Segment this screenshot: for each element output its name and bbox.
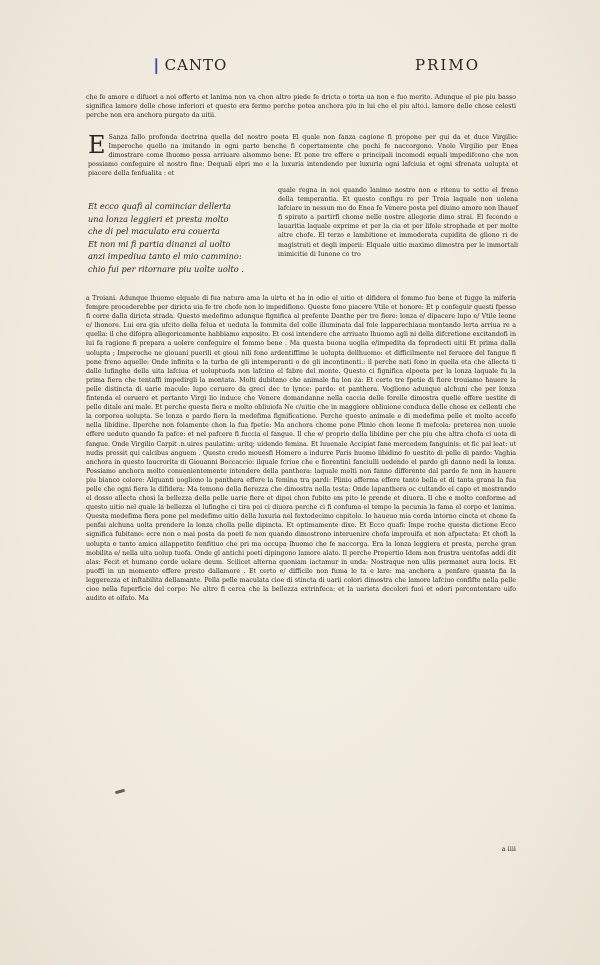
canto-heading [150,56,227,74]
verse-line: che di pel maculato era couerta [88,226,220,237]
drop-cap-E-icon: E [88,131,106,159]
verse-line: anzi impediua tanto el mio cammino: [88,251,242,262]
verse-block [88,200,270,276]
verse-line: Et ecco quafi al cominciar dellerta [88,201,232,211]
intro-commentary: che fe amore e difuori a noi offerto et lanima non va chon altro piede fe dricta o torta ua non e fuo merito. Adunque el pie piu basso significa lamore delle chose inferiori et questo era fermo perche potea anchora piu in lui che el piu alto.i. lamore delle chose celesti perche non era anchora purgato da uitii. [86,94,516,120]
verse-line: chio fui per ritornare piu uolte uolto . [88,263,244,274]
ink-blot [115,789,125,794]
canto-label: CANTO [164,56,228,74]
commentary-right-column: quale regna in noi quando lanimo nostro non e ritenu to sotto el freno della temperantia. Et questo configu ro per Troia laquale non uolena lafciare in nessun mo do Enea fe Venere posta pel diuino amore non lhauef fi spirato a partirfi chome nelle nostre allegorie dimo strai. El fecondo e lauaritia laquale exprime et per la cia et per lifole strophade et per molte altre chofe. El terzo e lambitione et immoderata cupidita de gliono ri de magistrati et degli imperii: Elquale uitio maximo dimostra per le immortali inimicitie di Iunone co tro [278,187,518,258]
page-header [150,56,480,80]
commentary-paragraph-1 [88,133,518,178]
commentary-body: a Troiani. Adunque lhuomo elquale di fua natura ama la uirtu et ha in odio el uitio et difidera el fommo fuo bene et fugge la miferia fempre procederebbe per diricta uia fe tre chofe non lo impedifiono. Queste fono piacere Vtile et honore: Et p confeguir questi fpesso fi corre dalla diricta strada. Questo medefimo adunque fignifica al prefente Danthe per tre fiere: lonza e/ dipacere lupo e/ Vtile leone e/ lhonore. Lui era gia ufcito della felua et ueduta la fommita del colle illuminata dal fole lapparechiaua montando lerta arriua re a quella: il che difopra allegoricamente habbiamo exposito. Et cosi intendere che arriuato lhuomo agli ni della difcretione excitandofi in lui fa ragione fi prepara a uolere confeguire el fommo bene . Ma questa buona uoglia e/impedita da fopradecti uitii Et prima dalla uolupta ; Imperoche ne giouani puerili et gioui nili fono ardentiffime le uolupta dellhuomo: et difficilmente nel feruore del fangue fi pone freno aquelle: Onde infinita e la turba de gli intemperanti o de gli incontinenti.: il perche nati fono in quella eta che allecta ti dalle lufinghe della uita lafciua et uoluptuofa non lafcino el fabre del monte. Questo ci fignifica elpoeta per la lonza laquale fu la prima fiera che tentaffi impedirgli la montata. Molti dubitano che animale fia lon za: Et certo tre fpetie di fiere trouiamo hauere la pelle distincta di uarie macule: lupo ceruero da greci dec to lynce: pardo: et panthera. Vogliono adunque alchuni che per lonza fintenda el ceruero et pertanto Virgi lio induce che Venere domandanne nella caccia delle forelle dimostra quelle effere uestite di pelle ditale ani male. Et perche questa fiera e molto obliuiofa Ne c/uitio che in maggiore obliuione conduca delle chose ex cellenti che la corporea uolupta. Se lonza e pardo fiera la medefima fignificatione. Perche questo animale e di medefima pelle et molto accefo nella libidine. Ilperche non folamente chon la fua fpetie: Ma anchora chome pone Plinio chon leone fi mefcola: preterea non uuole effere ueduto quando fa pafce: et nel pafcere fi fuccia el fangue. Il che e/ proprio della libidine per che piu che altra chofa ci uota di fangue. Onde Virgilio Carpit .n.uires paulatim: uritq; uidendo femina. Et luuenale Accipiat fane mercedem fanguinis: et fic pal leat: ut nudis pressit qui calcibus anguem . Questo credo mouesfi Homero a indurre Paris huomo libidino fo uestito di pelle di pardo: Vaghia anchora in questo laucrorita di Giouanni Boccaccio: ilquale fcriue che e fiorentini fanciulli uedendo el pardo gli danno nedi la lonza. Possiamo anchora molto conuenientemente intendere della panthera: laquale molti non fanno differente dal pardo fe non in hauere piu bianco colore: Alquanti uogliono la panthera effere la femina tra pardi: Plinio afferma effere tanto bella et di tanta grana la fua pelle che ogni fiera la difidera: Ma temono della fierezza che dimostra nella testa: Onde lapanthera oc cultando el capo et mostrando el dosso allecta chosi la bellezza della pelle uarie fiere et dipoi chon fubito em pito le prende et diuora. Il che e molto conforme ad questo uitio nel quale la bellezza el lufinghe ci tira poi ci diuora perche ci fi confuma el tempo la pecunia la fama el corpo et lanima. Questa medefima fiera pone pel medefimo uitio della luxuria nel fextodecimo capitolo. Io haueuo mia corda intorno cincta et chone fa penfai alchuna uolta prendere la lonza cholla pelle dipincta. Et optimamente dixe. Et Ecco quafi: Impe roche questa dictione Ecco significa fubitano: ecre non e mai posta da poeti fe non quando dimostrono interuenire chofa improuifa et non afpectata: Et chofi la uolupta e tanto amica allappetito fenfitiuo che pri ma occupa lhuomo che fe naccorga. Era la lonza leggiera et presta, perche gran mobilita e/ nella uita uolup tuofa. Onde gl antichi poeti dipingono lamore alato. Il perche Propertio Idem non frustra uentofas addi dit alas: Fecit et humano corde uolare deum. Scilicet alterna quoniam iactamur in unda: Nostraque non ullis permanet aura locis. Et puoffi in un momento effere presto dallamore . Et certo e/ difficile non fuma le ta e lare: ma anchora a penfare quanta fia la leggerezza et inftabilita dellamante. Pella pelle maculata cioe di stincta di uarii colori dimostra che lamore lafciuo confifte nella pelle cioe nella fuperficie del corpo: Ne altro fi cerca che la bellezza extrinfeca: et la uarieta decolori fuoi et odori percontentare uifo audito et olfato. Ma [86,295,516,603]
signature-mark: a iiii [501,845,516,853]
verse-line: Et non mi fi partia dinanzi al uolto [88,238,231,249]
paragraph-mark-icon: ❘ [150,56,164,74]
primo-heading: PRIMO [415,56,480,74]
verse-line: una lonza leggieri et presta molto [88,213,229,224]
paragraph-1-text: Sanza fallo profonda dectrina quella del nostro poeta El quale non fanza cagione fi propone per gui da et duce Virgilio: Imperoche quello na imitando in ogni parte benche fi copertamente che pochi fe naccorgono. Vnole Virgilio per Enea dimostrare come lhuomo possa arriuare alsommo bene: Et pone tre effere e principali incomodi equali impedifcono che non possiamo confeguire el nostro fine: Dequali elpri mo e la luxuria intendendo per luxuria ogni lafciuia et ogni sfrenata uolupta et piacere della fenfualita : et [88,134,518,178]
